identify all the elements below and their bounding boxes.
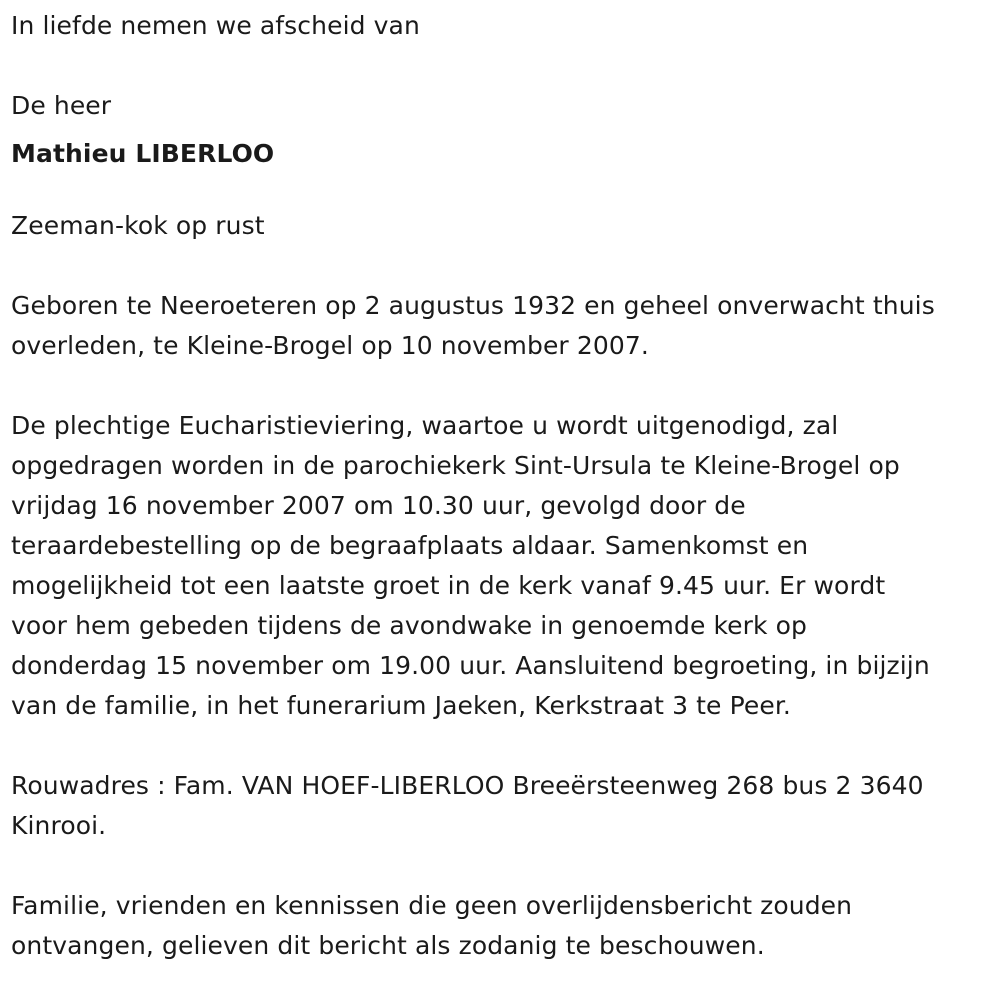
spacer [11, 846, 991, 886]
text-line: donderdag 15 november om 19.00 uur. Aansluitend begroeting, in bijzijn [11, 651, 930, 680]
salutation: De heer [11, 91, 112, 120]
text-line: vrijdag 16 november 2007 om 10.30 uur, gevolgd door de [11, 491, 746, 520]
birth-death-paragraph [11, 286, 991, 366]
text-line: De plechtige Eucharistieviering, waartoe u wordt uitgenodigd, zal [11, 411, 839, 440]
text-line: teraardebestelling op de begraafplaats aldaar. Samenkomst en [11, 531, 809, 560]
text-line: Geboren te Neeroeteren op 2 augustus 1932 en geheel onverwacht thuis [11, 291, 935, 320]
spacer [11, 246, 991, 286]
text-line: Rouwadres : Fam. VAN HOEF-LIBERLOO Breeërsteenweg 268 bus 2 3640 [11, 771, 924, 800]
deceased-name: Mathieu LIBERLOO [11, 139, 275, 168]
spacer [11, 366, 991, 406]
spacer [11, 174, 991, 206]
intro-line: In liefde nemen we afscheid van [11, 11, 420, 40]
occupation: Zeeman-kok op rust [11, 211, 265, 240]
spacer [11, 726, 991, 766]
text-line: opgedragen worden in de parochiekerk Sint-Ursula te Kleine-Brogel op [11, 451, 900, 480]
spacer [11, 46, 991, 86]
text-line: mogelijkheid tot een laatste groet in de kerk vanaf 9.45 uur. Er wordt [11, 571, 886, 600]
text-line: ontvangen, gelieven dit bericht als zodanig te beschouwen. [11, 931, 765, 960]
address-paragraph [11, 766, 991, 846]
text-line: voor hem gebeden tijdens de avondwake in genoemde kerk op [11, 611, 808, 640]
obituary-notice [11, 6, 991, 966]
text-line: Familie, vrienden en kennissen die geen overlijdensbericht zouden [11, 891, 853, 920]
text-line: Kinrooi. [11, 811, 107, 840]
closing-paragraph [11, 886, 991, 966]
ceremony-paragraph [11, 406, 991, 726]
text-line: van de familie, in het funerarium Jaeken, Kerkstraat 3 te Peer. [11, 691, 791, 720]
text-line: overleden, te Kleine-Brogel op 10 november 2007. [11, 331, 649, 360]
